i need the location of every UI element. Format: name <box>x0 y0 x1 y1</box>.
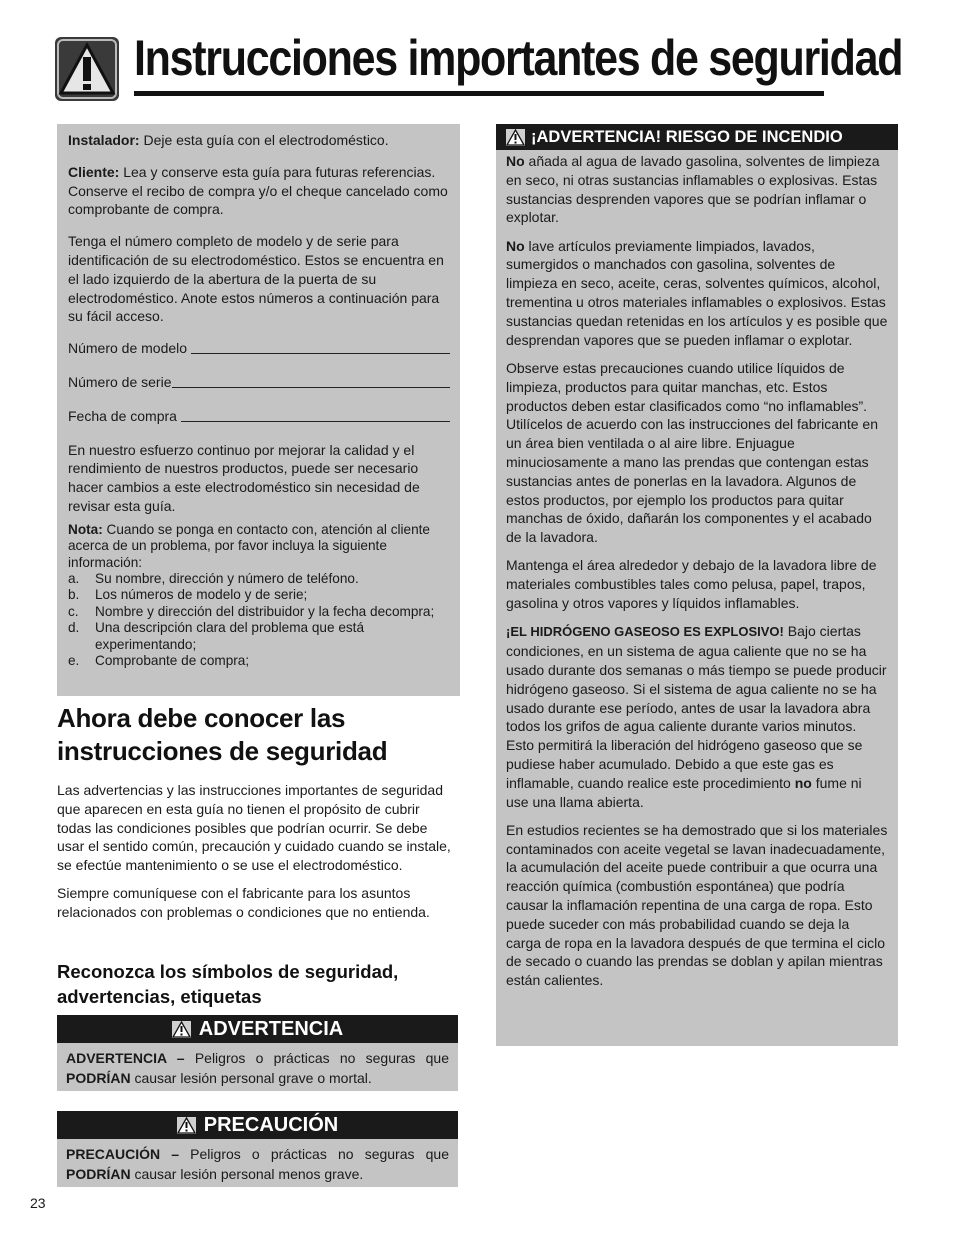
fire-warning-header <box>496 124 898 150</box>
fire-paragraph: En estudios recientes se ha demostrado que si los materiales contaminados con aceite vegetal se lavan inadecuadamente, la acumulación del aceite puede contribuir a que ocurra una reacción química (combustión espontánea) que podría causar la inflamación repentina de una carga de ropa. Esto puede suceder con más probabilidad cuando se deja la carga de ropa en la lavadora después de que termina el ciclo de secado o cuando las prendas se doblan y apilan mientras están calientes. <box>506 821 888 989</box>
list-letter: c. <box>68 603 79 619</box>
list-letter: b. <box>68 587 80 603</box>
customer-text: Lea y conserve esta guía para futuras referencias. Conserve el recibo de compra y/o el cheque cancelado como comprobante de compra. <box>68 163 448 218</box>
list-item <box>68 604 450 620</box>
fire-paragraph <box>506 152 888 227</box>
list-text: Nombre y dirección del distribuidor y la fecha decompra; <box>95 603 435 619</box>
serial-number-label: Número de serie <box>68 373 172 390</box>
list-item <box>68 653 450 669</box>
improvement-text: En nuestro esfuerzo continuo por mejorar la calidad y el rendimiento de nuestros productos, puede ser necesario hacer cambios a este electrodoméstico sin necesidad de revisar esta guía. <box>68 441 420 514</box>
customer-note <box>68 163 450 219</box>
fire-text: Bajo ciertas condiciones, en un sistema de agua caliente que no se ha usado durante dos semanas o más tiempo se puede producir hidrógeno gaseoso. Si el sistema de agua caliente no se ha usado durante ese período, antes de usar la lavadora abra todos los grifos de agua caliente durante varios minutos. Esto permitirá la liberación del hidrógeno gaseoso que se pudiese haber acumulado. Debido a que este gas es inflamable, cuando realice este procedimiento <box>506 623 887 791</box>
fire-paragraph: Observe estas precauciones cuando utilice líquidos de limpieza, productos para quitar manchas, etc. Estos productos deben estar clasificados como “no inflamables”. Utilícelos de acuerdo con las instrucciones del fabricante en un área bien ventilada o al aire libre. Enjuague minuciosamente a mano las prendas que contengan estas sustancias antes de ponerlas en la lavadora. Algunos de estos productos, por ejemplo los productos para quitar manchas de óxido, dañarán los componentes y el acabado de la lavadora. <box>506 359 878 546</box>
customer-info-box <box>57 124 460 696</box>
caution-small-icon <box>177 1117 196 1134</box>
warning-lead: ADVERTENCIA – <box>66 1050 185 1066</box>
note-list <box>68 571 450 669</box>
warning-small-icon <box>172 1021 191 1038</box>
purchase-date-line <box>181 407 450 422</box>
caution-text-part: causar lesión personal menos grave. <box>130 1165 364 1182</box>
warning-triangle-icon <box>55 37 119 101</box>
fire-text: lave artículos previamente limpiados, lavados, sumergidos o manchados con gasolina, solventes de limpieza en seco, aceite, ceras, solventes químicos, alcohol, trementina u otros materiales inflamables o explosivos. Estas sustancias quedan retenidas en los artículos y es posible que desprendan vapores que se pueden inflamar o explotar. <box>506 237 888 348</box>
note-block <box>68 522 450 670</box>
caution-text <box>57 1139 458 1184</box>
warning-text-part: Peligros o prácticas no seguras que <box>184 1050 449 1066</box>
warning-text-part: causar lesión personal grave o mortal. <box>130 1069 372 1086</box>
caution-title: PRECAUCIÓN <box>203 1113 339 1136</box>
fire-paragraph <box>506 622 888 811</box>
fire-warning-title: ¡ADVERTENCIA! RIESGO DE INCENDIO <box>531 127 843 146</box>
caution-bold: PODRÍAN <box>66 1165 131 1182</box>
list-letter: e. <box>68 653 80 668</box>
installer-text: Deje esta guía con el electrodoméstico. <box>139 132 389 148</box>
fire-warning-box <box>496 124 898 1046</box>
fire-lead: No <box>506 153 525 169</box>
warning-title: ADVERTENCIA <box>198 1017 344 1040</box>
fire-text: añada al agua de lavado gasolina, solventes de limpieza en seco, ni otras sustancias inflamables o explosivas. Estas sustancias desprenden vapores que se podrían inflamar o explotar. <box>506 153 880 226</box>
fire-warning-body <box>496 150 898 990</box>
model-number-label: Número de modelo <box>68 340 188 357</box>
model-number-field[interactable] <box>68 339 450 358</box>
symbols-heading: Reconozca los símbolos de seguridad, advertencias, etiquetas <box>57 961 399 1007</box>
purchase-date-label: Fecha de compra <box>68 407 177 424</box>
serial-number-field[interactable] <box>68 373 450 392</box>
safety-paragraph: Las advertencias y las instrucciones importantes de seguridad que aparecen en esta guía no tienen el propósito de cubrir todas las condiciones posibles que podrían ocurrir. Se debe usar el sentido común, precaución y cuidado cuando se instale, se efectúe mantenimiento o se use el electrodoméstico. <box>57 782 451 874</box>
model-number-line <box>191 339 450 354</box>
page-title: Instrucciones importantes de seguridad <box>134 30 903 86</box>
fire-lead: No <box>506 237 525 254</box>
note-text: Cuando se ponga en contacto con, atención al cliente acerca de un problema, por favor incluya la siguiente información: <box>68 521 430 570</box>
caution-header <box>57 1111 458 1139</box>
fire-bold: no <box>794 774 812 791</box>
list-text: Una descripción clara del problema que está experimentando; <box>95 620 365 652</box>
list-text: Comprobante de compra; <box>95 653 250 668</box>
caution-text-part: Peligros o prácticas no seguras que <box>179 1146 449 1162</box>
fire-text: fume ni use una llama abierta. <box>506 774 862 810</box>
serial-number-line <box>172 373 451 388</box>
model-info-text: Tenga el número completo de modelo y de serie para identificación de su electrodoméstico. Estos se encuentra en el lado izquierdo de la abertura de la puerta de su electrodoméstico. Anote estos números a continuación para su fácil acceso. <box>68 233 444 325</box>
installer-label: Instalador: <box>68 132 140 148</box>
page-number: 23 <box>30 1195 46 1211</box>
warning-bold: PODRÍAN <box>66 1069 131 1086</box>
list-letter: d. <box>68 620 80 636</box>
warning-header <box>57 1015 458 1043</box>
safety-heading: Ahora debe conocer las instrucciones de seguridad <box>57 703 388 766</box>
safety-body <box>57 781 457 931</box>
list-item <box>68 571 450 587</box>
warning-text <box>57 1043 458 1088</box>
warning-small-icon <box>506 129 525 146</box>
warning-signal-box <box>57 1015 458 1091</box>
caution-signal-box <box>57 1111 458 1187</box>
customer-label: Cliente: <box>68 163 120 180</box>
title-rule <box>134 91 824 96</box>
fire-paragraph: Mantenga el área alrededor y debajo de la lavadora libre de materiales combustibles tales como pelusa, papel, trapos, gasolina y otros vapores y líquidos inflamables. <box>506 557 877 612</box>
safety-paragraph: Siempre comuníquese con el fabricante para los asuntos relacionados con problemas o condiciones que no entienda. <box>57 884 430 920</box>
purchase-date-field[interactable] <box>68 407 450 426</box>
list-item <box>68 620 450 653</box>
list-item <box>68 587 450 603</box>
fire-paragraph <box>506 237 888 350</box>
caution-lead: PRECAUCIÓN – <box>66 1146 180 1162</box>
list-text: Los números de modelo y de serie; <box>95 587 308 603</box>
note-label: Nota: <box>68 521 103 537</box>
hydrogen-lead: ¡EL HIDRÓGENO GASEOSO ES EXPLOSIVO! <box>506 624 784 640</box>
installer-note <box>68 131 450 150</box>
list-text: Su nombre, dirección y número de teléfono. <box>95 570 359 586</box>
list-letter: a. <box>68 570 80 586</box>
